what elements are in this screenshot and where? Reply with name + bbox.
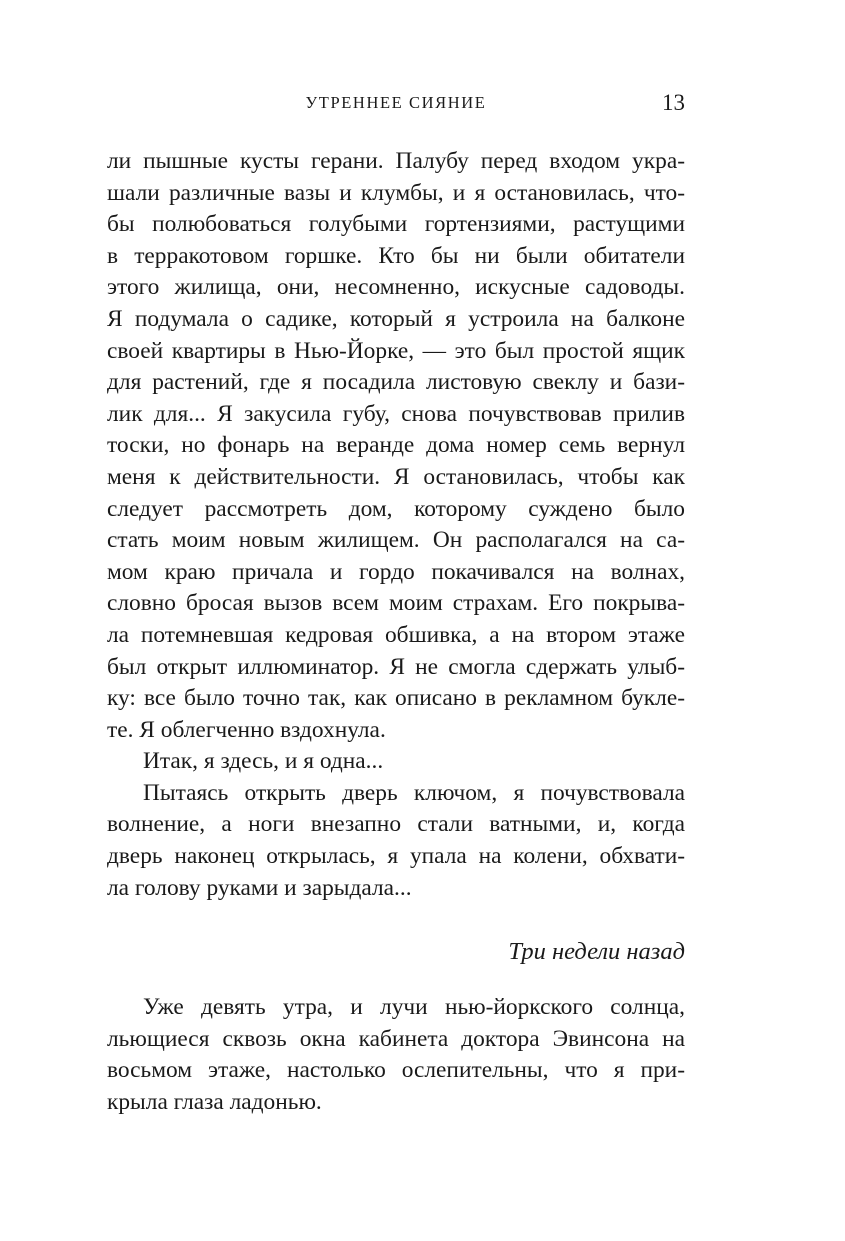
text-line: мом краю причала и гордо покачивался на волнах,	[107, 558, 685, 585]
text-block-after-break	[107, 992, 685, 1118]
text-line: следует рассмотреть дом, которому суждено было	[107, 495, 685, 522]
text-line: этого жилища, они, несомненно, искусные садоводы.	[107, 274, 685, 301]
text-line: Пытаясь открыть дверь ключом, я почувствовала	[143, 779, 685, 806]
text-block-before-break	[107, 146, 685, 904]
text-line: ли пышные кусты герани. Палубу перед входом укра-	[107, 148, 685, 174]
text-line: восьмом этаже, настолько ослепительны, что я при-	[107, 1057, 685, 1084]
running-title: УТРЕННЕЕ СИЯНИЕ	[305, 93, 487, 112]
text-line: бы полюбоваться голубыми гортензиями, растущими	[107, 211, 685, 238]
text-line: был открыт иллюминатор. Я не смогла сдержать улыб-	[107, 653, 685, 680]
text-line: крыла глаза ладонью.	[107, 1088, 322, 1115]
text-line: дверь наконец открылась, я упала на колени, обхвати-	[107, 843, 685, 870]
text-line: ла голову руками и зарыдала...	[107, 874, 412, 901]
section-heading: Три недели назад	[508, 938, 685, 965]
text-line: Итак, я здесь, и я одна...	[143, 748, 384, 775]
text-line: Уже девять утра, и лучи нью-йоркского солнца,	[143, 994, 685, 1020]
text-line: для растений, где я посадила листовую свеклу и бази-	[107, 369, 685, 396]
text-line: ку: все было точно так, как описано в рекламном букле-	[107, 685, 685, 712]
text-line: стать моим новым жилищем. Он располагался на са-	[107, 527, 685, 554]
paragraph-continued	[107, 146, 685, 746]
paragraph	[107, 778, 685, 904]
text-line: своей квартиры в Нью-Йорке, — это был простой ящик	[107, 337, 685, 364]
text-line: льющиеся сквозь окна кабинета доктора Эвинсона на	[107, 1025, 685, 1052]
text-line: в терракотовом горшке. Кто бы ни были обитатели	[107, 242, 685, 269]
page-number: 13	[662, 90, 685, 115]
text-line: волнение, а ноги внезапно стали ватными, и, когда	[107, 811, 685, 838]
text-line: тоски, но фонарь на веранде дома номер семь вернул	[107, 432, 685, 459]
text-line: лик для... Я закусила губу, снова почувствовав прилив	[107, 400, 685, 427]
text-line: меня к действительности. Я остановилась, чтобы как	[107, 463, 685, 490]
text-line: шали различные вазы и клумбы, и я остановилась, что-	[107, 179, 685, 206]
text-line: ла потемневшая кедровая обшивка, а на втором этаже	[107, 621, 685, 648]
paragraph-short	[107, 746, 685, 778]
text-line: словно бросая вызов всем моим страхам. Его покрыва-	[107, 590, 685, 617]
running-head	[107, 92, 685, 118]
text-line: Я подумала о садике, который я устроила на балконе	[107, 305, 685, 332]
text-line: те. Я облегченно вздохнула.	[107, 716, 386, 743]
paragraph	[107, 992, 685, 1118]
